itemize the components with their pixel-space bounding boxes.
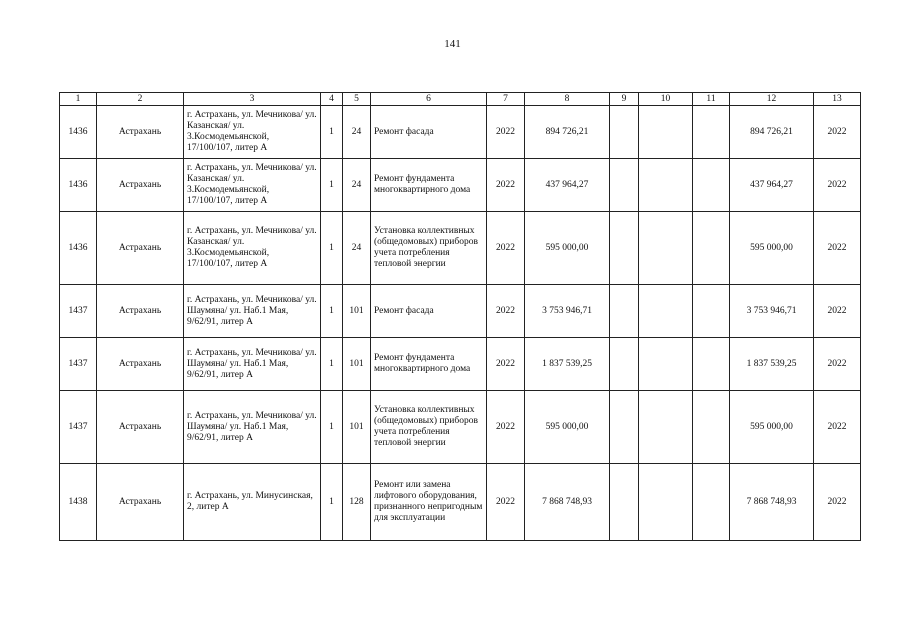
cell-11: [693, 159, 730, 212]
cell-4: 1: [321, 212, 343, 285]
column-header: 11: [693, 93, 730, 106]
column-header: 10: [639, 93, 693, 106]
cell-4: 1: [321, 106, 343, 159]
cell-4: 1: [321, 464, 343, 541]
cell-9: [610, 391, 639, 464]
total-cost: 1 837 539,25: [525, 338, 610, 391]
owner-funds: 3 753 946,71: [730, 285, 814, 338]
cell-5: 24: [343, 159, 371, 212]
column-header: 6: [371, 93, 487, 106]
cell-10: [639, 338, 693, 391]
completion-year: 2022: [814, 212, 861, 285]
column-header: 7: [487, 93, 525, 106]
column-number-row: [60, 93, 861, 106]
cell-10: [639, 212, 693, 285]
address: г. Астрахань, ул. Мечникова/ ул. Казанская/ ул. 3.Космодемьянской, 17/100/107, литер А: [184, 106, 321, 159]
cell-11: [693, 285, 730, 338]
work-type: Ремонт фасада: [371, 285, 487, 338]
cell-10: [639, 159, 693, 212]
column-header: 13: [814, 93, 861, 106]
year: 2022: [487, 106, 525, 159]
total-cost: 437 964,27: [525, 159, 610, 212]
table-row: [60, 159, 861, 212]
municipality: Астрахань: [97, 464, 184, 541]
work-type: Ремонт фундамента многоквартирного дома: [371, 159, 487, 212]
cell-9: [610, 106, 639, 159]
owner-funds: 894 726,21: [730, 106, 814, 159]
owner-funds: 7 868 748,93: [730, 464, 814, 541]
row-number: 1436: [60, 106, 97, 159]
total-cost: 894 726,21: [525, 106, 610, 159]
cell-11: [693, 464, 730, 541]
capital-repair-table: [59, 92, 861, 541]
cell-10: [639, 285, 693, 338]
year: 2022: [487, 464, 525, 541]
owner-funds: 437 964,27: [730, 159, 814, 212]
row-number: 1437: [60, 391, 97, 464]
year: 2022: [487, 285, 525, 338]
completion-year: 2022: [814, 391, 861, 464]
page-number: 141: [444, 38, 461, 50]
owner-funds: 1 837 539,25: [730, 338, 814, 391]
total-cost: 595 000,00: [525, 391, 610, 464]
year: 2022: [487, 212, 525, 285]
owner-funds: 595 000,00: [730, 212, 814, 285]
municipality: Астрахань: [97, 212, 184, 285]
column-header: 9: [610, 93, 639, 106]
year: 2022: [487, 159, 525, 212]
completion-year: 2022: [814, 338, 861, 391]
work-type: Ремонт фундамента многоквартирного дома: [371, 338, 487, 391]
table-row: [60, 285, 861, 338]
cell-5: 101: [343, 338, 371, 391]
owner-funds: 595 000,00: [730, 391, 814, 464]
year: 2022: [487, 338, 525, 391]
row-number: 1436: [60, 212, 97, 285]
cell-9: [610, 159, 639, 212]
total-cost: 3 753 946,71: [525, 285, 610, 338]
municipality: Астрахань: [97, 106, 184, 159]
work-type: Установка коллективных (общедомовых) приборов учета потребления тепловой энергии: [371, 212, 487, 285]
cell-11: [693, 391, 730, 464]
cell-5: 24: [343, 212, 371, 285]
table-row: [60, 338, 861, 391]
work-type: Установка коллективных (общедомовых) приборов учета потребления тепловой энергии: [371, 391, 487, 464]
cell-9: [610, 285, 639, 338]
table-row: [60, 464, 861, 541]
row-number: 1437: [60, 338, 97, 391]
row-number: 1438: [60, 464, 97, 541]
cell-9: [610, 212, 639, 285]
total-cost: 7 868 748,93: [525, 464, 610, 541]
cell-11: [693, 212, 730, 285]
work-type: Ремонт или замена лифтового оборудования, признанного непригодным для эксплуатации: [371, 464, 487, 541]
address: г. Астрахань, ул. Мечникова/ ул. Шаумяна/ ул. Наб.1 Мая, 9/62/91, литер А: [184, 391, 321, 464]
table-row: [60, 391, 861, 464]
cell-11: [693, 338, 730, 391]
year: 2022: [487, 391, 525, 464]
cell-10: [639, 106, 693, 159]
cell-4: 1: [321, 391, 343, 464]
cell-9: [610, 338, 639, 391]
row-number: 1437: [60, 285, 97, 338]
cell-11: [693, 106, 730, 159]
work-type: Ремонт фасада: [371, 106, 487, 159]
address: г. Астрахань, ул. Мечникова/ ул. Шаумяна/ ул. Наб.1 Мая, 9/62/91, литер А: [184, 285, 321, 338]
table-row: [60, 106, 861, 159]
cell-5: 128: [343, 464, 371, 541]
cell-9: [610, 464, 639, 541]
completion-year: 2022: [814, 285, 861, 338]
column-header: 4: [321, 93, 343, 106]
address: г. Астрахань, ул. Минусинская, 2, литер А: [184, 464, 321, 541]
column-header: 2: [97, 93, 184, 106]
cell-4: 1: [321, 338, 343, 391]
municipality: Астрахань: [97, 391, 184, 464]
completion-year: 2022: [814, 464, 861, 541]
column-header: 3: [184, 93, 321, 106]
table-row: [60, 212, 861, 285]
municipality: Астрахань: [97, 285, 184, 338]
cell-5: 24: [343, 106, 371, 159]
cell-5: 101: [343, 285, 371, 338]
column-header: 1: [60, 93, 97, 106]
completion-year: 2022: [814, 159, 861, 212]
address: г. Астрахань, ул. Мечникова/ ул. Казанская/ ул. 3.Космодемьянской, 17/100/107, литер А: [184, 159, 321, 212]
column-header: 5: [343, 93, 371, 106]
cell-10: [639, 391, 693, 464]
municipality: Астрахань: [97, 159, 184, 212]
municipality: Астрахань: [97, 338, 184, 391]
cell-4: 1: [321, 285, 343, 338]
column-header: 12: [730, 93, 814, 106]
total-cost: 595 000,00: [525, 212, 610, 285]
address: г. Астрахань, ул. Мечникова/ ул. Казанская/ ул. 3.Космодемьянской, 17/100/107, литер А: [184, 212, 321, 285]
row-number: 1436: [60, 159, 97, 212]
cell-4: 1: [321, 159, 343, 212]
cell-10: [639, 464, 693, 541]
completion-year: 2022: [814, 106, 861, 159]
cell-5: 101: [343, 391, 371, 464]
column-header: 8: [525, 93, 610, 106]
address: г. Астрахань, ул. Мечникова/ ул. Шаумяна/ ул. Наб.1 Мая, 9/62/91, литер А: [184, 338, 321, 391]
